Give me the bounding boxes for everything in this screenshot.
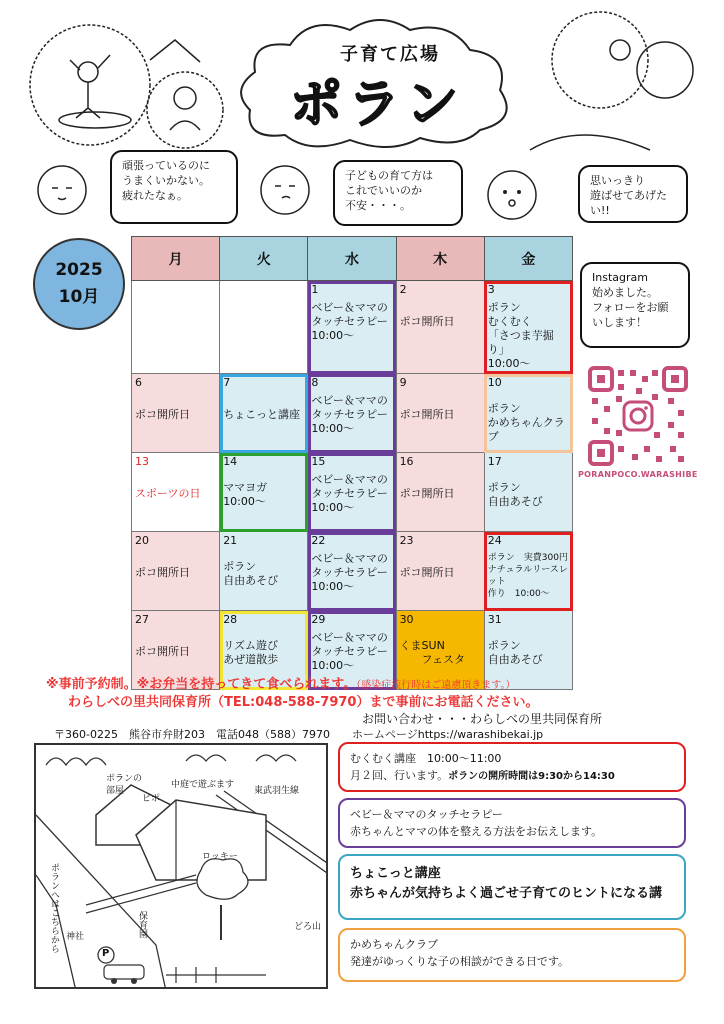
map-label-railway: 東武羽生線 <box>254 786 300 796</box>
calendar-week-row <box>132 281 573 374</box>
info-chokotto-body: 赤ちゃんが気持ちよく過ごせ子育てのヒントになる講 <box>350 886 663 901</box>
calendar-day-3 <box>484 281 572 374</box>
weekday-wed: 水 <box>308 237 396 281</box>
day-number: 22 <box>311 534 326 547</box>
day-event: ポコ開所日 <box>135 645 190 658</box>
day-number: 28 <box>223 613 238 626</box>
day-event: ベビー＆ママの タッチセラピー 10:00〜 <box>311 552 388 593</box>
bubble-tired: 頑張っているのに うまくいかない。 疲れたなぁ。 <box>110 150 238 224</box>
day-event: ベビー＆ママの タッチセラピー 10:00〜 <box>311 473 388 514</box>
day-number: 30 <box>399 613 414 626</box>
info-box-touch-therapy <box>338 798 686 848</box>
month-badge <box>33 238 125 330</box>
info-box-kamechan <box>338 928 686 982</box>
calendar-day-9 <box>396 374 484 453</box>
day-number: 2 <box>399 283 407 296</box>
info-mukumuku-body: 月２回、行います。ポランの開所時間は9:30から14:30 <box>350 769 615 782</box>
day-event: ポコ開所日 <box>399 487 455 500</box>
calendar-day-16 <box>396 453 484 532</box>
calendar-day-8 <box>308 374 396 453</box>
instagram-account: PORANPOCO.WARASHIBE <box>578 470 698 479</box>
calendar-day-7 <box>220 374 308 453</box>
calendar-header-row <box>132 237 573 281</box>
notice-line1: ※事前予約制。※お弁当を持ってきて食べられます。（感染症流行時はご遠慮頂きます。） <box>46 677 516 692</box>
calendar-body <box>132 281 573 690</box>
info-kamechan-body: 発達がゆっくりな子の相談ができる日です。 <box>350 955 570 968</box>
notice-line2: わらしべの里共同保育所（TEL:048-588-7970）まで事前にお電話ください。 <box>68 695 539 710</box>
day-event: ベビー＆ママの タッチセラピー 10:00〜 <box>311 394 388 435</box>
calendar-day-empty <box>132 281 220 374</box>
day-number: 6 <box>135 376 142 389</box>
map-label-pipo: ピポ <box>142 794 161 804</box>
day-event: ちょこっと講座 <box>223 408 300 421</box>
map-label-shrine: 神社 <box>66 932 85 942</box>
calendar-day-empty <box>220 281 308 374</box>
day-event: ポコ開所日 <box>399 315 455 328</box>
day-number: 13 <box>135 455 149 468</box>
day-number: 31 <box>487 613 502 626</box>
day-number: 15 <box>311 455 326 468</box>
calendar-day-20 <box>132 532 220 611</box>
calendar-day-15 <box>308 453 396 532</box>
instagram-bubble: Instagram 始めました。 フォローをお願 いします！ <box>580 262 690 348</box>
calendar-week-row <box>132 374 573 453</box>
day-number: 29 <box>311 613 326 626</box>
calendar-day-13 <box>132 453 220 532</box>
info-touch-body: 赤ちゃんとママの体を整える方法をお伝えします。 <box>350 825 603 838</box>
day-event: ポコ開所日 <box>135 408 190 421</box>
day-number: 14 <box>223 455 238 468</box>
day-event: リズム遊び あぜ道散歩 <box>223 639 279 666</box>
info-box-chokotto <box>338 854 686 920</box>
day-event: ポコ開所日 <box>399 566 455 579</box>
map-label-path: ポランへはこちらから <box>49 863 59 953</box>
calendar-day-24 <box>484 532 572 611</box>
day-number: 27 <box>135 613 149 626</box>
badge-month: 10月 <box>58 287 100 307</box>
map-label-parking: P <box>102 948 110 959</box>
calendar-day-17 <box>484 453 572 532</box>
info-mukumuku-title: むくむく講座 10:00〜11:00 <box>350 752 502 765</box>
map-illustration <box>34 743 328 989</box>
instagram-qr[interactable] <box>588 366 688 466</box>
map-label-play-yard: 中庭で遊ぶます <box>171 780 235 790</box>
day-number: 20 <box>135 534 149 547</box>
calendar-week-row <box>132 453 573 532</box>
contact-address: 〒360-0225 熊谷市弁財203 電話048（588）7970 ホームページhttps://warashibekai.jp <box>54 728 544 741</box>
day-number: 1 <box>311 283 319 296</box>
info-chokotto-title: ちょこっと講座 <box>350 866 441 881</box>
map-label-mountain: どろ山 <box>294 922 322 932</box>
day-event: くまSUN フェスタ <box>399 639 466 666</box>
day-number <box>135 283 216 297</box>
day-number: 7 <box>223 376 231 389</box>
map-label-nursery: 保育園 <box>137 911 147 938</box>
day-event: ポラン むくむく 「さつま芋掘り」 10:00〜 <box>487 301 554 370</box>
day-number: 16 <box>399 455 414 468</box>
calendar-day-2 <box>396 281 484 374</box>
calendar-day-22 <box>308 532 396 611</box>
day-number: 23 <box>399 534 414 547</box>
info-box-mukumuku <box>338 742 686 792</box>
day-number: 8 <box>311 376 319 389</box>
day-event: スポーツの日 <box>135 487 201 500</box>
bubble-play: 思いっきり 遊ばせてあげたい!! <box>578 165 688 223</box>
day-number: 10 <box>487 376 502 389</box>
day-number <box>223 283 304 297</box>
calendar-day-21 <box>220 532 308 611</box>
day-number: 17 <box>487 455 502 468</box>
weekday-tue: 火 <box>220 237 308 281</box>
badge-year: 2025 <box>55 260 103 280</box>
calendar-day-6 <box>132 374 220 453</box>
day-number: 3 <box>487 283 495 296</box>
qr-code-icon <box>588 366 688 466</box>
day-event: ママヨガ 10:00〜 <box>223 481 268 508</box>
calendar-day-10 <box>484 374 572 453</box>
map-label-poran-room: ポランの 部屋 <box>106 774 143 796</box>
day-number: 9 <box>399 376 407 389</box>
day-number: 21 <box>223 534 238 547</box>
map-label-rocky: ロッキー <box>202 852 238 862</box>
weekday-fri: 金 <box>484 237 572 281</box>
day-event: ポコ開所日 <box>135 566 190 579</box>
header-subtitle: 子育て広場 <box>340 44 440 65</box>
day-event: ベビー＆ママの タッチセラピー 10:00〜 <box>311 301 388 342</box>
weekday-thu: 木 <box>396 237 484 281</box>
day-number: 24 <box>487 534 502 547</box>
header-title: ポラン <box>290 75 465 135</box>
day-event: ポラン かめちゃんクラブ <box>487 402 565 443</box>
calendar-week-row <box>132 532 573 611</box>
weekday-mon: 月 <box>132 237 220 281</box>
calendar-day-14 <box>220 453 308 532</box>
day-event: ポラン 実費300円 ナチュラルリースレット 作り 10:00〜 <box>487 553 568 599</box>
bubble-worry: 子どもの育て方は これでいいのか 不安・・・。 <box>333 160 463 226</box>
calendar-table <box>131 236 573 690</box>
day-event: ベビー＆ママの タッチセラピー 10:00〜 <box>311 631 388 672</box>
info-kamechan-title: かめちゃんクラブ <box>350 938 438 951</box>
info-touch-title: ベビー＆ママのタッチセラピー <box>350 808 503 821</box>
day-event: ポラン 自由あそび <box>487 639 543 666</box>
day-event: ポラン 自由あそび <box>487 481 543 508</box>
calendar-day-1 <box>308 281 396 374</box>
day-event: ポコ開所日 <box>399 408 455 421</box>
contact-inquiry: お問い合わせ・・・わらしべの里共同保育所 <box>362 712 603 726</box>
calendar-day-23 <box>396 532 484 611</box>
day-event: ポラン 自由あそび <box>223 560 279 587</box>
